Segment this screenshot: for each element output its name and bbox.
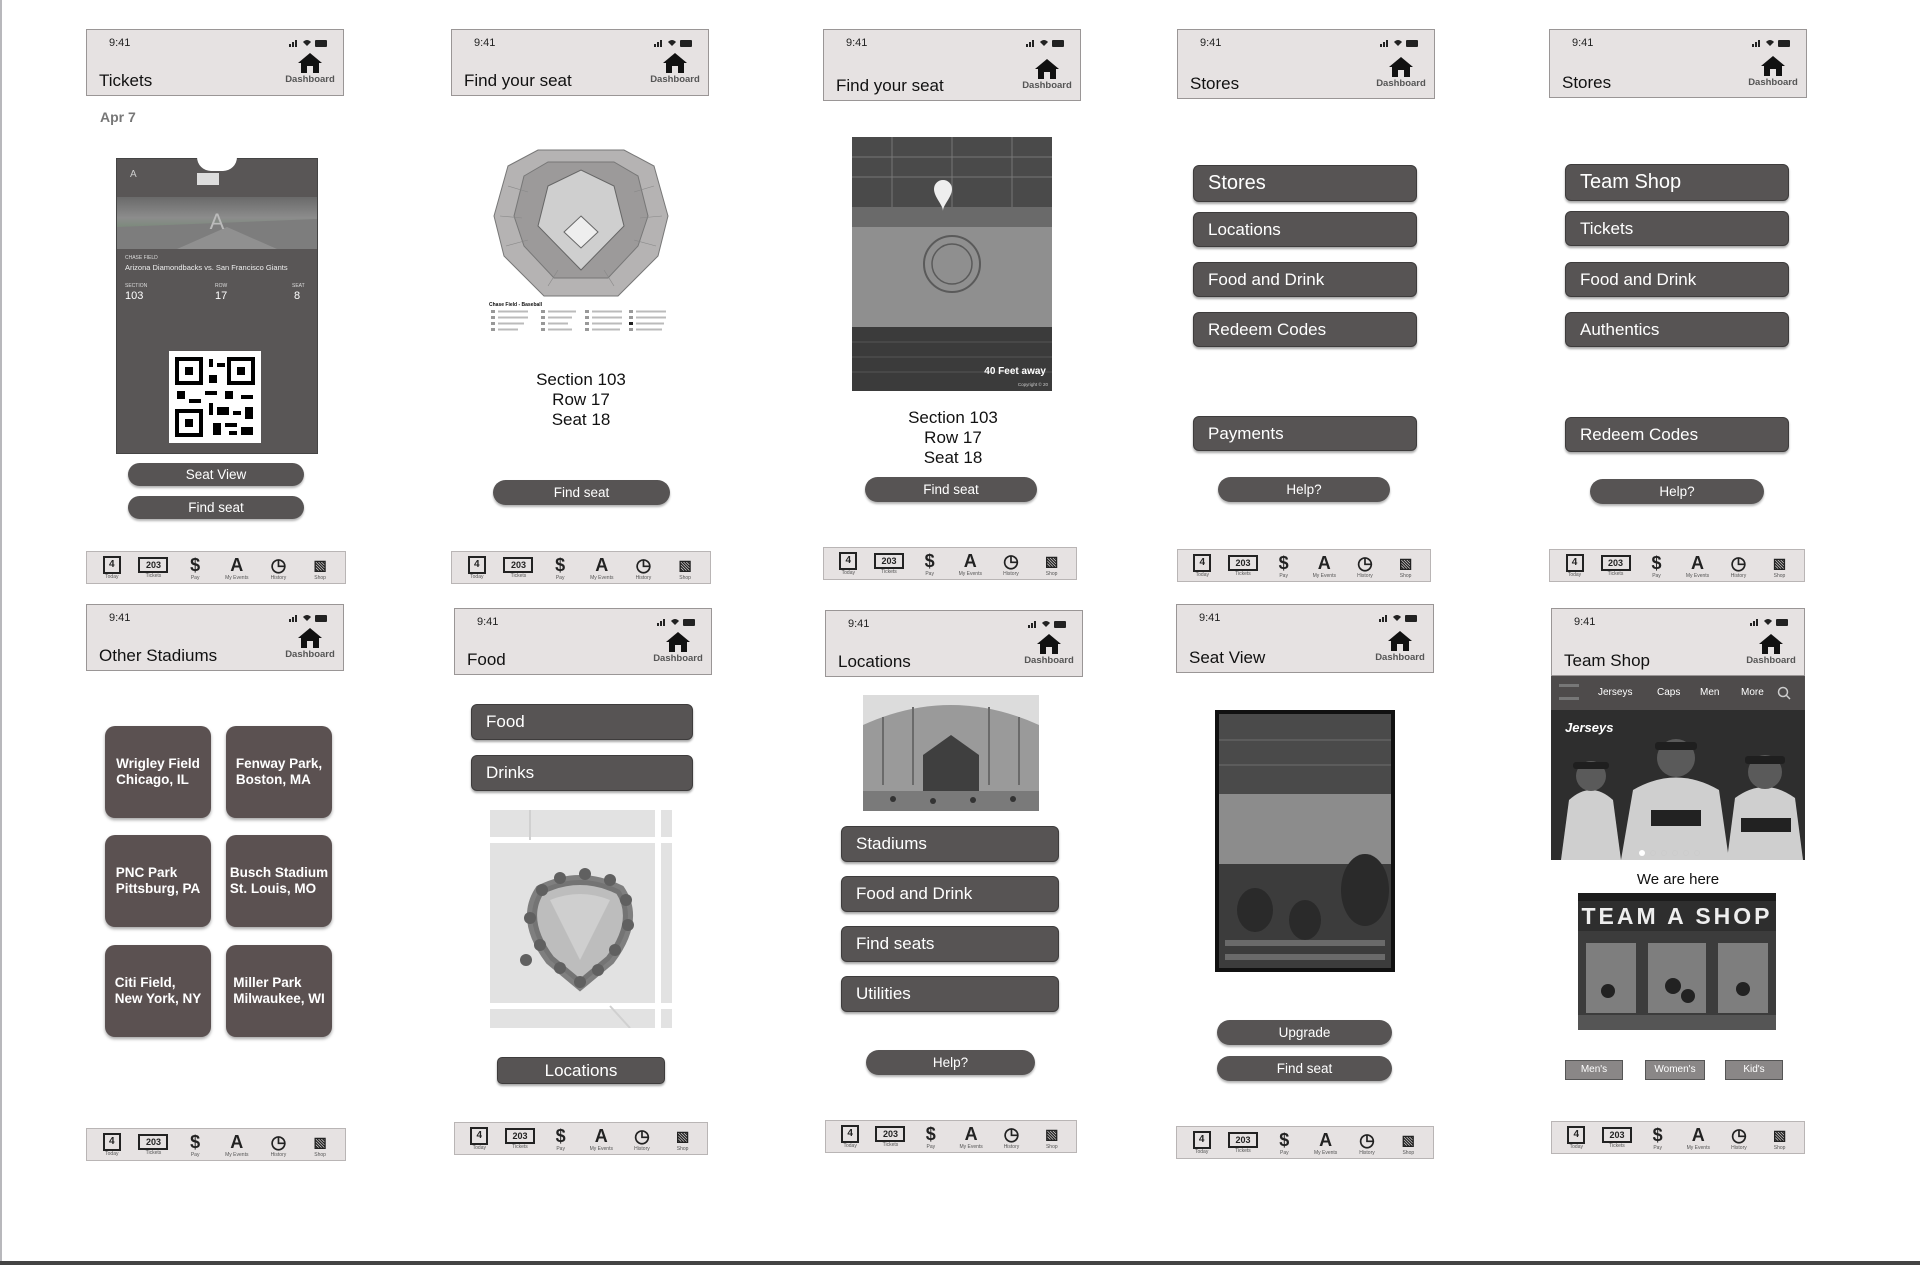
ticket-icon: 203 bbox=[874, 553, 904, 569]
calendar-icon: 4 bbox=[470, 1127, 488, 1145]
tab-bar bbox=[1551, 1121, 1805, 1154]
header bbox=[454, 608, 712, 675]
tab-tickets[interactable]: 203 Tickets bbox=[1599, 1123, 1635, 1153]
dashboard-button[interactable]: Dashboard bbox=[1372, 630, 1428, 663]
ticket-icon: 203 bbox=[1602, 1127, 1632, 1143]
tickets-button[interactable]: Tickets bbox=[1565, 211, 1789, 246]
dollar-icon: $ bbox=[1279, 1129, 1290, 1150]
search-icon[interactable] bbox=[1777, 686, 1791, 700]
tab-pay[interactable]: $ Pay bbox=[543, 1124, 579, 1154]
window-edge-left bbox=[0, 0, 2, 1262]
stadium-seating-map[interactable] bbox=[488, 146, 674, 306]
tab-tickets[interactable]: 203 Tickets bbox=[500, 553, 536, 583]
tab-history[interactable]: ◷ History bbox=[625, 553, 661, 583]
signal-wifi-battery-icon bbox=[1026, 38, 1066, 48]
header bbox=[86, 604, 344, 671]
find-seat-button[interactable]: Find seat bbox=[128, 496, 304, 519]
screen-find-seat-map bbox=[451, 29, 709, 96]
photo-credit: Copyright © 20 bbox=[1017, 382, 1048, 387]
help-button[interactable]: Help? bbox=[866, 1050, 1035, 1075]
tab-shop[interactable]: ▧ Shop bbox=[1390, 1128, 1426, 1158]
dashboard-button[interactable]: Dashboard bbox=[1021, 633, 1077, 666]
ticket-notch bbox=[197, 157, 237, 171]
tab-history[interactable]: ◷ History bbox=[993, 549, 1029, 579]
tab-my-events[interactable]: A My Events bbox=[219, 553, 255, 583]
team-a-icon: A bbox=[964, 1123, 978, 1144]
stadium-exterior-photo bbox=[863, 695, 1039, 811]
team-a-icon: A bbox=[595, 554, 609, 575]
find-seat-button[interactable]: Find seat bbox=[865, 477, 1037, 502]
history-icon: ◷ bbox=[1731, 1124, 1747, 1145]
tab-tickets[interactable]: 203 Tickets bbox=[135, 1130, 171, 1160]
banner-title: Jerseys bbox=[1565, 720, 1614, 735]
tab-bar bbox=[825, 1120, 1077, 1153]
filter-womens-button[interactable]: Women's bbox=[1645, 1060, 1705, 1080]
tab-tickets[interactable]: 203 Tickets bbox=[1598, 551, 1634, 581]
header bbox=[1176, 604, 1434, 673]
screen-locations bbox=[825, 610, 1083, 677]
stadium-card-fenway[interactable]: Fenway Park, Boston, MA bbox=[226, 726, 332, 818]
basket-icon: ▧ bbox=[313, 1133, 327, 1150]
ticket-icon: 203 bbox=[503, 557, 533, 573]
seat-row: Row 17 bbox=[552, 390, 610, 409]
stadium-name: CHASE FIELD bbox=[125, 255, 158, 261]
dashboard-button[interactable]: Dashboard bbox=[1373, 56, 1429, 89]
tab-today[interactable]: 4 Today bbox=[461, 1124, 497, 1154]
carousel-dot[interactable] bbox=[1694, 850, 1700, 856]
history-icon: ◷ bbox=[634, 1125, 650, 1146]
ticket-icon: 203 bbox=[138, 557, 168, 573]
tab-tickets[interactable]: 203 Tickets bbox=[1225, 551, 1261, 581]
screen-team-shop bbox=[1551, 608, 1805, 676]
tab-pay[interactable]: $ Pay bbox=[913, 1122, 949, 1152]
home-icon bbox=[297, 52, 323, 74]
tab-today[interactable]: 4 Today bbox=[459, 553, 495, 583]
basket-icon: ▧ bbox=[1044, 552, 1059, 569]
tab-tickets[interactable]: 203 Tickets bbox=[502, 1124, 538, 1154]
tab-bar bbox=[451, 551, 711, 584]
tab-history[interactable]: ◷ History bbox=[1347, 551, 1383, 581]
history-icon: ◷ bbox=[270, 554, 287, 575]
calendar-icon: 4 bbox=[839, 552, 857, 570]
page-title: Stores bbox=[1562, 73, 1612, 92]
calendar-icon: 4 bbox=[1567, 1126, 1585, 1144]
tab-shop[interactable]: ▧ Shop bbox=[302, 1130, 338, 1160]
tab-today[interactable]: 4 Today bbox=[94, 553, 130, 583]
carousel-dot[interactable] bbox=[1639, 850, 1645, 856]
signal-wifi-battery-icon bbox=[289, 613, 329, 623]
basket-icon: ▧ bbox=[1772, 554, 1787, 571]
mlb-logo-icon bbox=[197, 173, 219, 185]
tab-shop[interactable]: ▧ Shop bbox=[665, 1124, 701, 1154]
section-label: SECTION bbox=[125, 283, 148, 289]
page-title: Team Shop bbox=[1564, 651, 1650, 670]
tab-bar bbox=[86, 551, 346, 584]
locations-button[interactable]: Locations bbox=[1193, 212, 1417, 247]
tab-tickets[interactable]: 203 Tickets bbox=[135, 553, 171, 583]
page-title: Find your seat bbox=[836, 76, 944, 95]
basket-icon: ▧ bbox=[1772, 1126, 1787, 1143]
tab-pay[interactable]: $ Pay bbox=[177, 1130, 213, 1160]
tab-history[interactable]: ◷ History bbox=[1721, 1123, 1757, 1153]
seat-label: SEAT bbox=[292, 283, 305, 289]
calendar-icon: 4 bbox=[1566, 554, 1584, 572]
menu-icon[interactable] bbox=[1559, 684, 1579, 700]
page-title: Stores bbox=[1190, 74, 1240, 93]
find-seat-button[interactable]: Find seat bbox=[493, 480, 670, 505]
seat-section: Section 103 bbox=[536, 370, 626, 389]
nav-men[interactable]: Men bbox=[1700, 687, 1720, 698]
upgrade-button[interactable]: Upgrade bbox=[1217, 1020, 1392, 1045]
tab-pay[interactable]: $ Pay bbox=[1266, 1128, 1302, 1158]
screen-food bbox=[454, 608, 712, 675]
filter-kids-button[interactable]: Kid's bbox=[1725, 1060, 1783, 1080]
tab-tickets[interactable]: 203 Tickets bbox=[871, 549, 907, 579]
screen-stores-a bbox=[1177, 29, 1435, 99]
stadium-card-pnc[interactable]: PNC Park Pittsburg, PA bbox=[105, 835, 211, 927]
status-time: 9:41 bbox=[1200, 37, 1222, 49]
food-location-map[interactable] bbox=[490, 810, 672, 1028]
tab-my-events[interactable]: A My Events bbox=[219, 1130, 255, 1160]
utilities-button[interactable]: Utilities bbox=[841, 976, 1059, 1012]
tab-today[interactable]: 4 Today bbox=[1558, 1123, 1594, 1153]
shop-sign: TEAM A SHOP bbox=[1578, 901, 1776, 931]
status-time: 9:41 bbox=[1574, 616, 1596, 628]
dollar-icon: $ bbox=[1652, 1124, 1663, 1145]
status-time: 9:41 bbox=[109, 612, 131, 624]
tab-my-events[interactable]: A My Events bbox=[952, 549, 988, 579]
redeem-codes-button[interactable]: Redeem Codes bbox=[1565, 417, 1789, 452]
status-time: 9:41 bbox=[474, 37, 496, 49]
ar-stadium-photo bbox=[852, 137, 1052, 391]
header bbox=[1549, 29, 1807, 98]
home-icon bbox=[297, 627, 323, 649]
basket-icon: ▧ bbox=[675, 1127, 690, 1144]
help-button[interactable]: Help? bbox=[1218, 477, 1390, 502]
history-icon: ◷ bbox=[270, 1131, 287, 1152]
tab-today[interactable]: 4 Today bbox=[1184, 551, 1220, 581]
row-label: ROW bbox=[215, 283, 228, 289]
tab-tickets[interactable]: 203 Tickets bbox=[1225, 1128, 1261, 1158]
stadium-card-miller[interactable]: Miller Park Milwaukee, WI bbox=[226, 945, 332, 1037]
tab-my-events[interactable]: A My Events bbox=[1680, 1123, 1716, 1153]
ticket-date: Apr 7 bbox=[100, 109, 136, 125]
signal-wifi-battery-icon bbox=[289, 38, 329, 48]
seat-value: 8 bbox=[294, 290, 301, 302]
seat-view-button[interactable]: Seat View bbox=[128, 463, 304, 486]
seat-number: Seat 18 bbox=[923, 448, 983, 467]
home-icon bbox=[662, 52, 688, 74]
seat-view-photo[interactable] bbox=[1215, 710, 1395, 972]
tab-shop[interactable]: ▧ Shop bbox=[1034, 549, 1070, 579]
screen-seat-view bbox=[1176, 604, 1434, 673]
home-icon bbox=[1387, 630, 1413, 652]
distance-readout: 40 Feet away bbox=[984, 366, 1046, 377]
stadium-photo bbox=[117, 197, 317, 249]
tab-tickets[interactable]: 203 Tickets bbox=[872, 1122, 908, 1152]
dollar-icon: $ bbox=[925, 1123, 936, 1144]
authentics-button[interactable]: Authentics bbox=[1565, 312, 1789, 347]
tab-bar bbox=[1549, 549, 1805, 582]
nav-more[interactable]: More bbox=[1741, 687, 1764, 698]
drinks-button[interactable]: Drinks bbox=[471, 755, 693, 791]
ticket-card[interactable] bbox=[116, 158, 318, 454]
we-are-here-label: We are here bbox=[1636, 871, 1720, 888]
tab-today[interactable]: 4 Today bbox=[1557, 551, 1593, 581]
ticket-icon: 203 bbox=[1228, 1132, 1258, 1148]
signal-wifi-battery-icon bbox=[1750, 617, 1790, 627]
header bbox=[825, 610, 1083, 677]
redeem-codes-button[interactable]: Redeem Codes bbox=[1193, 312, 1417, 347]
dollar-icon: $ bbox=[1651, 552, 1662, 573]
page-title: Find your seat bbox=[464, 71, 572, 90]
window-edge-bottom bbox=[0, 1261, 1920, 1265]
page-title: Locations bbox=[838, 652, 911, 671]
screen-tickets bbox=[86, 29, 344, 96]
history-icon: ◷ bbox=[635, 554, 652, 575]
page-title: Seat View bbox=[1189, 648, 1266, 667]
map-legend-title: Chase Field - Baseball bbox=[489, 302, 543, 308]
dashboard-button[interactable]: Dashboard bbox=[282, 52, 338, 85]
header bbox=[1177, 29, 1435, 99]
signal-wifi-battery-icon bbox=[657, 617, 697, 627]
svg-text:A: A bbox=[209, 209, 225, 234]
header bbox=[823, 29, 1081, 101]
dashboard-button[interactable]: Dashboard bbox=[647, 52, 703, 85]
status-time: 9:41 bbox=[846, 37, 868, 49]
stadium-photo-art bbox=[117, 197, 317, 249]
status-time: 9:41 bbox=[109, 37, 131, 49]
status-time: 9:41 bbox=[1572, 37, 1594, 49]
ar-camera-view[interactable] bbox=[852, 137, 1052, 391]
dashboard-button[interactable]: Dashboard bbox=[650, 631, 706, 664]
page-title: Food bbox=[467, 650, 506, 669]
team-a-icon: A bbox=[594, 1125, 608, 1146]
signal-wifi-battery-icon bbox=[1752, 38, 1792, 48]
history-icon: ◷ bbox=[1359, 1129, 1375, 1150]
tab-today[interactable]: 4 Today bbox=[94, 1130, 130, 1160]
tab-history[interactable]: ◷ History bbox=[260, 553, 296, 583]
ticket-icon: 203 bbox=[138, 1134, 168, 1150]
ticket-icon: 203 bbox=[1601, 555, 1631, 571]
basket-icon: ▧ bbox=[1045, 1125, 1059, 1142]
seat-number: Seat 18 bbox=[551, 410, 611, 429]
tab-pay[interactable]: $ Pay bbox=[1640, 1123, 1676, 1153]
team-shop-photo bbox=[1578, 893, 1776, 1030]
carousel-dot[interactable] bbox=[1661, 850, 1667, 856]
tab-pay[interactable]: $ Pay bbox=[1639, 551, 1675, 581]
home-icon bbox=[1388, 56, 1414, 78]
header bbox=[451, 29, 709, 96]
page-title: Other Stadiums bbox=[99, 646, 218, 665]
home-icon bbox=[665, 631, 691, 653]
tab-history[interactable]: ◷ History bbox=[624, 1124, 660, 1154]
shop-nav-bar bbox=[1551, 676, 1805, 710]
tab-history[interactable]: ◷ History bbox=[993, 1122, 1029, 1152]
tab-shop[interactable]: ▧ Shop bbox=[667, 553, 703, 583]
header bbox=[1551, 608, 1805, 676]
find-seat-button[interactable]: Find seat bbox=[1217, 1056, 1392, 1081]
seat-row: Row 17 bbox=[924, 428, 982, 447]
signal-wifi-battery-icon bbox=[654, 38, 694, 48]
status-time: 9:41 bbox=[848, 618, 870, 630]
history-icon: ◷ bbox=[1003, 1123, 1020, 1144]
tab-my-events[interactable]: A My Events bbox=[1306, 551, 1342, 581]
team-a-icon: A bbox=[1691, 1124, 1705, 1145]
tab-shop[interactable]: ▧ Shop bbox=[1388, 551, 1424, 581]
dollar-icon: $ bbox=[190, 1131, 201, 1152]
dashboard-button[interactable]: Dashboard bbox=[282, 627, 338, 660]
stores-header-button[interactable]: Stores bbox=[1193, 165, 1417, 202]
section-value: 103 bbox=[125, 290, 144, 302]
dollar-icon: $ bbox=[555, 1125, 566, 1146]
food-and-drink-button[interactable]: Food and Drink bbox=[841, 876, 1059, 912]
carousel-dots[interactable] bbox=[1639, 850, 1700, 856]
carousel-dot[interactable] bbox=[1683, 850, 1689, 856]
locations-button[interactable]: Locations bbox=[497, 1057, 665, 1084]
history-icon: ◷ bbox=[1357, 552, 1373, 573]
food-button[interactable]: Food bbox=[471, 704, 693, 740]
map-legend bbox=[489, 309, 675, 337]
dashboard-button[interactable]: Dashboard bbox=[1745, 55, 1801, 88]
qr-code-art bbox=[169, 351, 261, 443]
team-a-icon: A bbox=[1319, 1129, 1333, 1150]
signal-wifi-battery-icon bbox=[1379, 613, 1419, 623]
carousel-dot[interactable] bbox=[1672, 850, 1678, 856]
tab-my-events[interactable]: A My Events bbox=[1680, 551, 1716, 581]
tab-shop[interactable]: ▧ Shop bbox=[1034, 1122, 1070, 1152]
tab-my-events[interactable]: A My Events bbox=[1308, 1128, 1344, 1158]
tab-history[interactable]: ◷ History bbox=[260, 1130, 296, 1160]
tab-pay[interactable]: $ Pay bbox=[912, 549, 948, 579]
stadium-card-citi[interactable]: Citi Field, New York, NY bbox=[105, 945, 211, 1037]
status-time: 9:41 bbox=[1199, 612, 1221, 624]
signal-wifi-battery-icon bbox=[1380, 38, 1420, 48]
screen-find-seat-ar bbox=[823, 29, 1081, 101]
tab-my-events[interactable]: A My Events bbox=[583, 1124, 619, 1154]
team-a-icon: A bbox=[963, 550, 977, 571]
tab-shop[interactable]: ▧ Shop bbox=[1762, 551, 1798, 581]
dollar-icon: $ bbox=[190, 554, 201, 575]
nav-jerseys[interactable]: Jerseys bbox=[1598, 687, 1633, 698]
food-and-drink-button[interactable]: Food and Drink bbox=[1193, 262, 1417, 297]
tab-pay[interactable]: $ Pay bbox=[542, 553, 578, 583]
carousel-dot[interactable] bbox=[1650, 850, 1656, 856]
status-time: 9:41 bbox=[477, 616, 499, 628]
stadiums-button[interactable]: Stadiums bbox=[841, 826, 1059, 862]
ticket-icon: 203 bbox=[875, 1126, 905, 1142]
tab-today[interactable]: 4 Today bbox=[830, 549, 866, 579]
screen-stores-b bbox=[1549, 29, 1807, 98]
calendar-icon: 4 bbox=[468, 556, 486, 574]
ticket-icon: 203 bbox=[1228, 555, 1258, 571]
jerseys-banner[interactable] bbox=[1551, 710, 1805, 860]
dollar-icon: $ bbox=[924, 550, 935, 571]
team-a-icon: A bbox=[1317, 552, 1331, 573]
calendar-icon: 4 bbox=[1193, 554, 1211, 572]
tab-bar bbox=[454, 1122, 708, 1155]
tab-bar bbox=[823, 547, 1077, 580]
basket-icon: ▧ bbox=[1401, 1131, 1415, 1148]
dollar-icon: $ bbox=[1278, 552, 1289, 573]
header bbox=[86, 29, 344, 96]
team-a-icon: A bbox=[230, 554, 244, 575]
screen-other-stadiums bbox=[86, 604, 344, 671]
dollar-icon: $ bbox=[555, 554, 566, 575]
dashboard-button[interactable]: Dashboard bbox=[1743, 633, 1799, 666]
home-icon bbox=[1760, 55, 1786, 77]
tab-pay[interactable]: $ Pay bbox=[177, 553, 213, 583]
tab-bar bbox=[1176, 1126, 1434, 1159]
history-icon: ◷ bbox=[1003, 550, 1019, 571]
basket-icon: ▧ bbox=[678, 556, 692, 573]
team-logo-icon: A bbox=[130, 169, 137, 180]
page-title: Tickets bbox=[99, 71, 153, 90]
signal-wifi-battery-icon bbox=[1028, 619, 1068, 629]
tab-shop[interactable]: ▧ Shop bbox=[302, 553, 338, 583]
row-value: 17 bbox=[215, 290, 228, 302]
dashboard-button[interactable]: Dashboard bbox=[1019, 58, 1075, 91]
qr-code bbox=[169, 351, 261, 443]
history-icon: ◷ bbox=[1730, 552, 1747, 573]
tab-shop[interactable]: ▧ Shop bbox=[1762, 1123, 1798, 1153]
tab-history[interactable]: ◷ History bbox=[1721, 551, 1757, 581]
basket-icon: ▧ bbox=[313, 556, 327, 573]
ticket-matchup: Arizona Diamondbacks vs. San Francisco Giants bbox=[125, 263, 288, 272]
calendar-icon: 4 bbox=[103, 556, 121, 574]
team-a-icon: A bbox=[230, 1131, 244, 1152]
team-a-icon: A bbox=[1691, 552, 1704, 573]
home-icon bbox=[1036, 633, 1062, 655]
stadium-card-busch[interactable]: Busch Stadium St. Louis, MO bbox=[226, 835, 332, 927]
tab-today[interactable]: 4 Today bbox=[832, 1122, 868, 1152]
tab-bar bbox=[86, 1128, 346, 1161]
tab-bar bbox=[1177, 549, 1431, 582]
team-shop-button[interactable]: Team Shop bbox=[1565, 164, 1789, 201]
storefront-art bbox=[1578, 931, 1776, 1030]
tab-history[interactable]: ◷ History bbox=[1349, 1128, 1385, 1158]
tab-my-events[interactable]: A My Events bbox=[584, 553, 620, 583]
food-and-drink-button[interactable]: Food and Drink bbox=[1565, 262, 1789, 297]
seat-section: Section 103 bbox=[908, 408, 998, 427]
ticket-icon: 203 bbox=[505, 1128, 535, 1144]
find-seats-button[interactable]: Find seats bbox=[841, 926, 1059, 962]
tab-today[interactable]: 4 Today bbox=[1184, 1128, 1220, 1158]
payments-button[interactable]: Payments bbox=[1193, 416, 1417, 451]
calendar-icon: 4 bbox=[841, 1125, 859, 1143]
home-icon bbox=[1758, 633, 1784, 655]
help-button[interactable]: Help? bbox=[1590, 479, 1764, 504]
tab-my-events[interactable]: A My Events bbox=[953, 1122, 989, 1152]
nav-caps[interactable]: Caps bbox=[1657, 687, 1681, 698]
basket-icon: ▧ bbox=[1398, 554, 1413, 571]
calendar-icon: 4 bbox=[1193, 1131, 1211, 1149]
calendar-icon: 4 bbox=[103, 1133, 121, 1151]
home-icon bbox=[1034, 58, 1060, 80]
filter-mens-button[interactable]: Men's bbox=[1565, 1060, 1623, 1080]
tab-pay[interactable]: $ Pay bbox=[1266, 551, 1302, 581]
stadium-card-wrigley[interactable]: Wrigley Field Chicago, IL bbox=[105, 726, 211, 818]
